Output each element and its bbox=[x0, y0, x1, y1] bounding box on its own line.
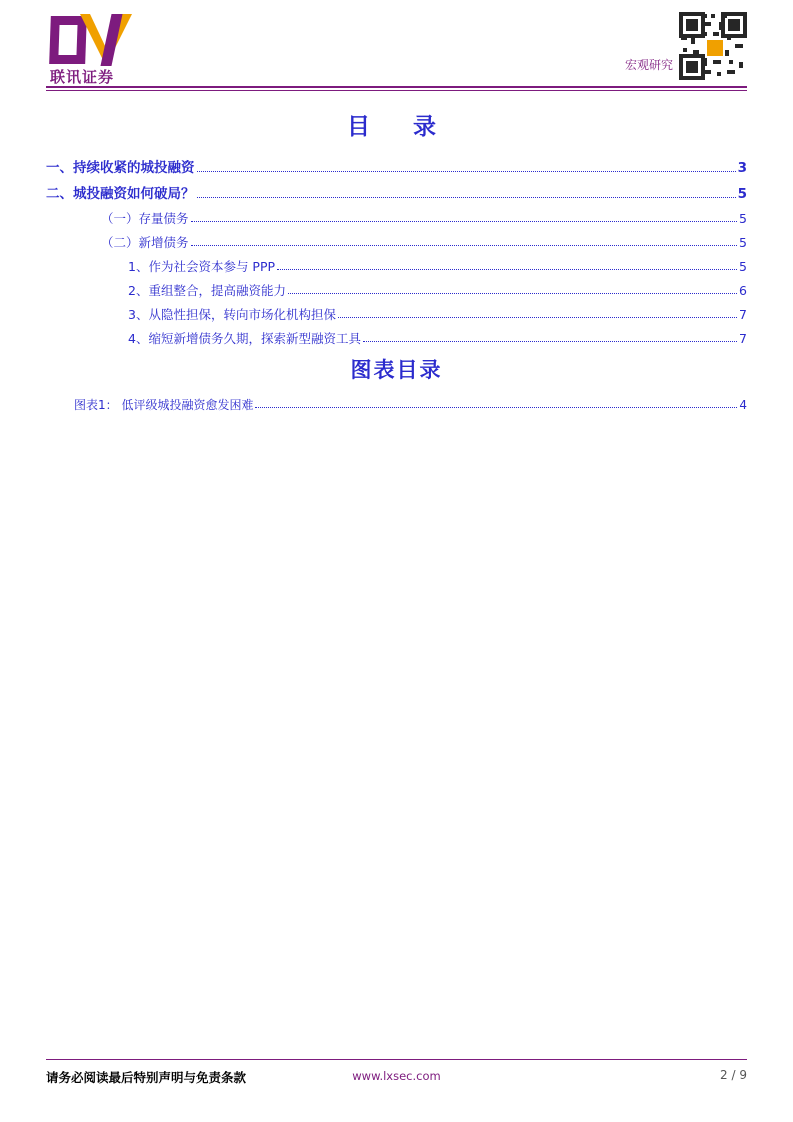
toc-entry-label: 1、作为社会资本参与 PPP bbox=[128, 259, 276, 275]
toc-entry[interactable] bbox=[46, 307, 747, 322]
header-divider-thin bbox=[46, 90, 747, 91]
page-header bbox=[0, 0, 793, 90]
toc-entry-label: （二）新增债务 bbox=[101, 235, 189, 251]
figure-entry-label: 图表1： 低评级城投融资愈发困难 bbox=[74, 398, 254, 412]
toc-leader-dots bbox=[191, 221, 738, 222]
figures-title: 图表目录 bbox=[350, 358, 443, 382]
toc-list bbox=[46, 150, 747, 346]
toc-entry-page: 5 bbox=[737, 186, 747, 203]
qr-code-icon bbox=[679, 12, 747, 80]
footer-page-number: 2 / 9 bbox=[720, 1068, 747, 1082]
toc-entry-page: 5 bbox=[739, 259, 747, 275]
footer-disclaimer: 请务必阅读最后特别声明与免责条款 bbox=[46, 1070, 247, 1085]
header-divider bbox=[46, 86, 747, 88]
toc-entry[interactable] bbox=[46, 259, 747, 274]
footer-divider bbox=[46, 1059, 747, 1060]
company-logo bbox=[46, 14, 156, 86]
page-footer bbox=[46, 1068, 747, 1088]
qr-center-logo-icon bbox=[705, 38, 725, 58]
toc-entry-page: 6 bbox=[739, 283, 747, 299]
toc-entry[interactable] bbox=[46, 160, 747, 176]
figure-leader-dots bbox=[255, 407, 737, 408]
company-logo-text: 联讯证券 bbox=[50, 68, 115, 86]
toc-leader-dots bbox=[288, 293, 737, 294]
toc-entry-page: 7 bbox=[739, 307, 747, 323]
toc-entry-page: 5 bbox=[739, 211, 747, 227]
toc-entry-page: 7 bbox=[739, 331, 747, 347]
toc-leader-dots bbox=[197, 197, 736, 198]
toc-entry[interactable] bbox=[46, 331, 747, 346]
logo-mark-icon bbox=[50, 14, 134, 66]
toc-entry-label: （一）存量债务 bbox=[101, 211, 189, 227]
toc-entry-page: 5 bbox=[739, 235, 747, 251]
toc-entry-label: 2、重组整合，提高融资能力 bbox=[128, 283, 286, 299]
toc-leader-dots bbox=[197, 171, 736, 172]
toc-entry-label: 一、持续收紧的城投融资 bbox=[46, 160, 195, 176]
toc-entry-label: 3、从隐性担保，转向市场化机构担保 bbox=[128, 307, 336, 323]
toc-entry[interactable] bbox=[46, 235, 747, 250]
toc-entry-label: 二、城投融资如何破局？ bbox=[46, 186, 195, 203]
toc-title: 目 录 bbox=[347, 114, 446, 140]
toc-leader-dots bbox=[277, 269, 737, 270]
toc-entry-page: 3 bbox=[737, 160, 747, 176]
figure-entry-page: 4 bbox=[739, 398, 747, 412]
toc-leader-dots bbox=[338, 317, 737, 318]
footer-website-link[interactable]: www.lxsec.com bbox=[352, 1069, 441, 1083]
toc-entry-label: 4、缩短新增债务久期，探索新型融资工具 bbox=[128, 331, 361, 347]
figure-entry[interactable] bbox=[46, 398, 747, 412]
toc-leader-dots bbox=[363, 341, 737, 342]
toc-entry[interactable] bbox=[46, 186, 747, 202]
toc-entry[interactable] bbox=[46, 211, 747, 226]
toc-entry[interactable] bbox=[46, 283, 747, 298]
department-label: 宏观研究 bbox=[624, 58, 673, 72]
figures-list bbox=[46, 398, 747, 412]
toc-leader-dots bbox=[191, 245, 738, 246]
